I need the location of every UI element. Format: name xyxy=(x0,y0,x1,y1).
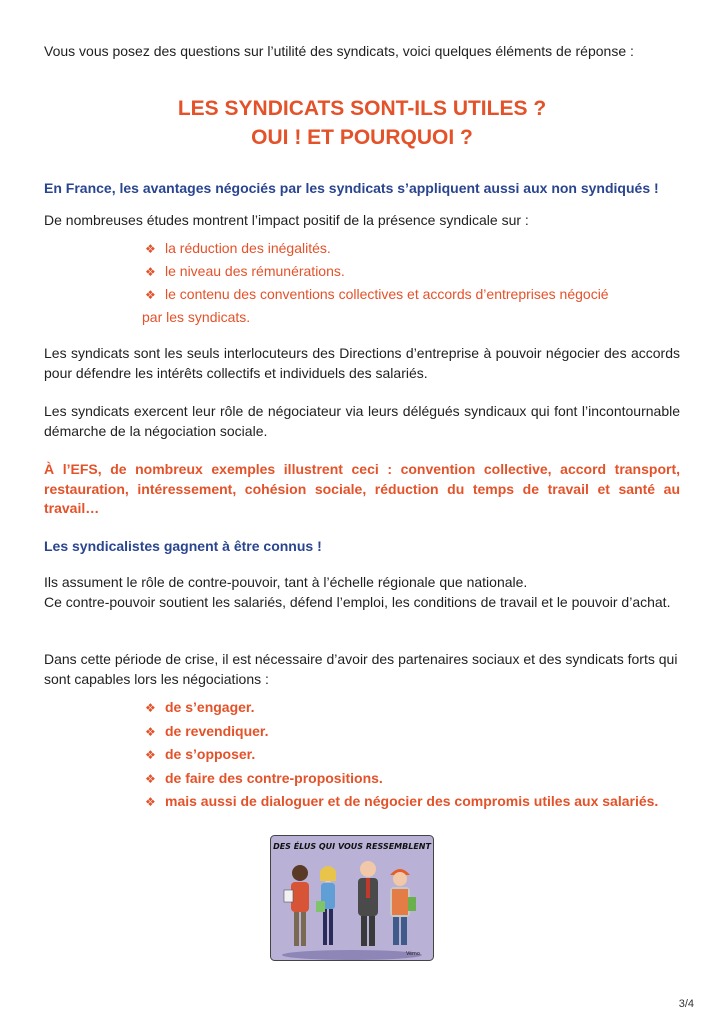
diamond-bullet-icon: ❖ xyxy=(145,701,156,715)
diamond-bullet-icon: ❖ xyxy=(145,724,156,739)
list-item-continuation: par les syndicats. xyxy=(142,309,251,325)
para-counter2: Ce contre-pouvoir soutient les salariés, défend l’emploi, les conditions de travail et le pouvoir d’achat. xyxy=(44,594,671,610)
para-delegates: Les syndicats exercent leur rôle de négociateur via leurs délégués syndicaux qui font l’incontournable démarche de la négociation sociale. xyxy=(44,403,680,439)
cartoon-illustration xyxy=(270,835,434,961)
list-item: ❖ de s’engager. xyxy=(145,696,685,720)
list-item: ❖ de faire des contre-propositions. xyxy=(145,767,685,791)
para-efs: À l’EFS, de nombreux exemples illustrent ceci : convention collective, accord transport, restauration, intéressement, cohésion sociale, réduction du temps de travail et santé au travail… xyxy=(44,461,680,516)
list-item: ❖ la réduction des inégalités. xyxy=(145,237,685,260)
cartoon-caption: DES ÉLUS QUI VOUS RESSEMBLENT xyxy=(273,842,431,851)
page-title-line2: OUI ! ET POURQUOI ? xyxy=(251,126,473,149)
diamond-bullet-icon: ❖ xyxy=(145,771,156,786)
diamond-bullet-icon: ❖ xyxy=(145,748,156,762)
diamond-bullet-icon: ❖ xyxy=(145,242,156,256)
intro-text: Vous vous posez des questions sur l’utilité des syndicats, voici quelques éléments de réponse : xyxy=(44,43,634,59)
studies-list xyxy=(142,237,685,328)
cartoon-signature: Vémo xyxy=(405,951,420,957)
diamond-bullet-icon: ❖ xyxy=(145,265,156,279)
page-number: 3/4 xyxy=(678,998,694,1010)
diamond-bullet-icon: ❖ xyxy=(145,288,156,302)
diamond-bullet-icon: ❖ xyxy=(145,795,156,809)
list-item: ❖ de revendiquer. xyxy=(145,720,685,744)
crisis-list xyxy=(145,696,685,814)
list-item: ❖ le niveau des rémunérations. xyxy=(145,260,685,283)
list-item: ❖ mais aussi de dialoguer et de négocier des compromis utiles aux salariés. xyxy=(145,790,685,814)
para-counter1: Ils assument le rôle de contre-pouvoir, tant à l’échelle régionale que nationale. xyxy=(44,574,528,590)
section2-heading: Les syndicalistes gagnent à être connus ! xyxy=(44,538,322,554)
list-item: ❖ le contenu des conventions collectives et accords d’entreprises négocié xyxy=(145,283,685,306)
list-item: ❖ de s’opposer. xyxy=(145,743,685,767)
para-crisis: Dans cette période de crise, il est nécessaire d’avoir des partenaires sociaux et des syndicats forts qui sont capables lors les négociations : xyxy=(44,651,678,687)
section1-heading: En France, les avantages négociés par les syndicats s’appliquent aussi aux non syndiqués ! xyxy=(44,180,659,196)
studies-text: De nombreuses études montrent l’impact positif de la présence syndicale sur : xyxy=(44,212,529,228)
page-title-line1: LES SYNDICATS SONT-ILS UTILES ? xyxy=(177,97,547,120)
para-interlocutors: Les syndicats sont les seuls interlocuteurs des Directions d’entreprise à pouvoir négocier des accords pour défendre les intérêts collectifs et individuels des salariés. xyxy=(44,345,680,381)
